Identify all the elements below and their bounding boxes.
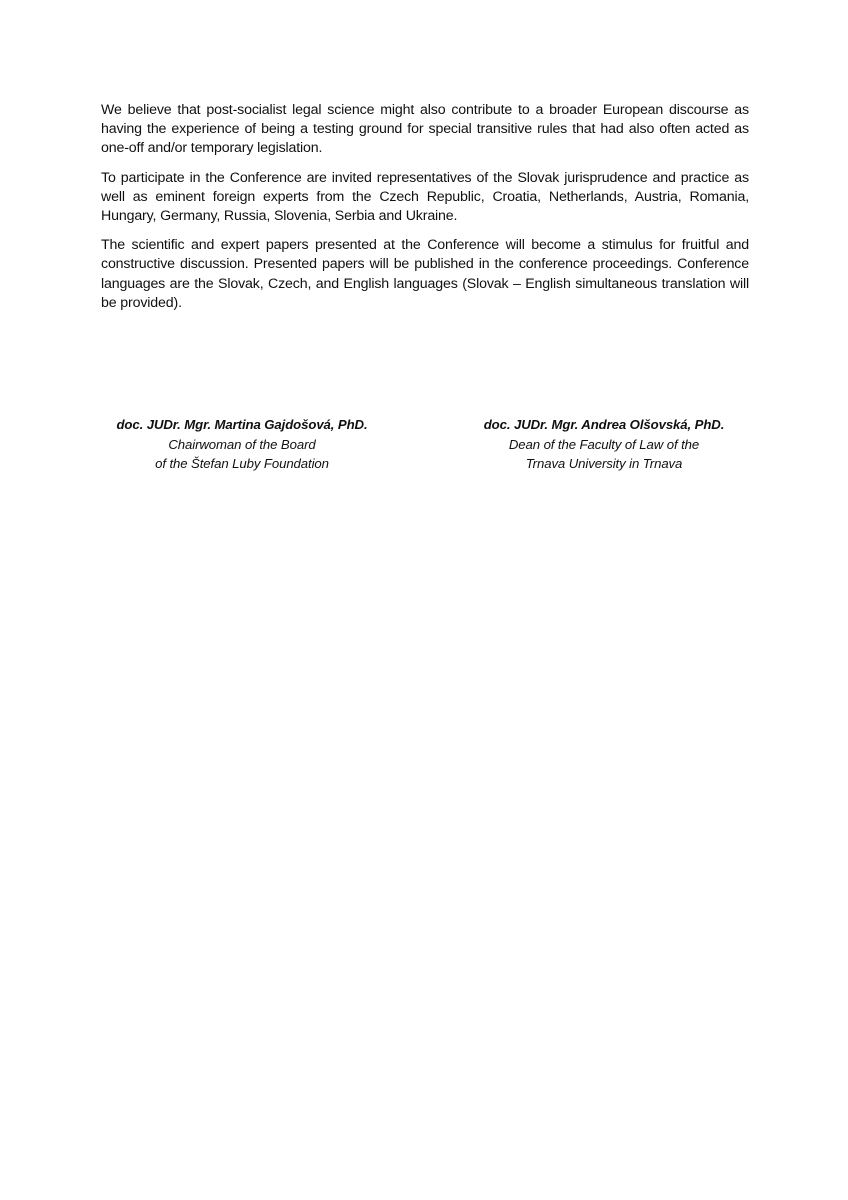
signatory-title: Chairwoman of the Board <box>168 436 316 452</box>
signature-block-dean <box>462 415 746 474</box>
signatory-name: doc. JUDr. Mgr. Martina Gajdošová, PhD. <box>116 417 368 432</box>
document-body <box>101 101 749 323</box>
signatory-organization: Trnava University in Trnava <box>525 456 683 471</box>
paragraph-post-socialist-legal-science: We believe that post-socialist legal science might also contribute to a broader European discourse as having the experience of being a testing ground for special transitive rules that had also often acted as one-off and/or temporary legislation. <box>101 102 749 157</box>
signatory-organization: of the Štefan Luby Foundation <box>155 456 329 471</box>
signature-block-chairwoman <box>100 415 384 474</box>
paragraph-participants: To participate in the Conference are invited representatives of the Slovak jurisprudence and practice as well as eminent foreign experts from the Czech Republic, Croatia, Netherlands, Austria, Romania, Hungary, Germany, Russia, Slovenia, Serbia and Ukraine. <box>101 169 749 225</box>
signatory-name: doc. JUDr. Mgr. Andrea Olšovská, PhD. <box>483 417 725 432</box>
paragraph-papers-and-languages: The scientific and expert papers presented at the Conference will become a stimulus for fruitful and constructive discussion. Presented papers will be published in the conference proceedings. Conference languages are the Slovak, Czech, and English languages (Slovak – English simultaneous translation will be provided). <box>101 237 749 311</box>
signatory-title: Dean of the Faculty of Law of the <box>508 436 700 452</box>
